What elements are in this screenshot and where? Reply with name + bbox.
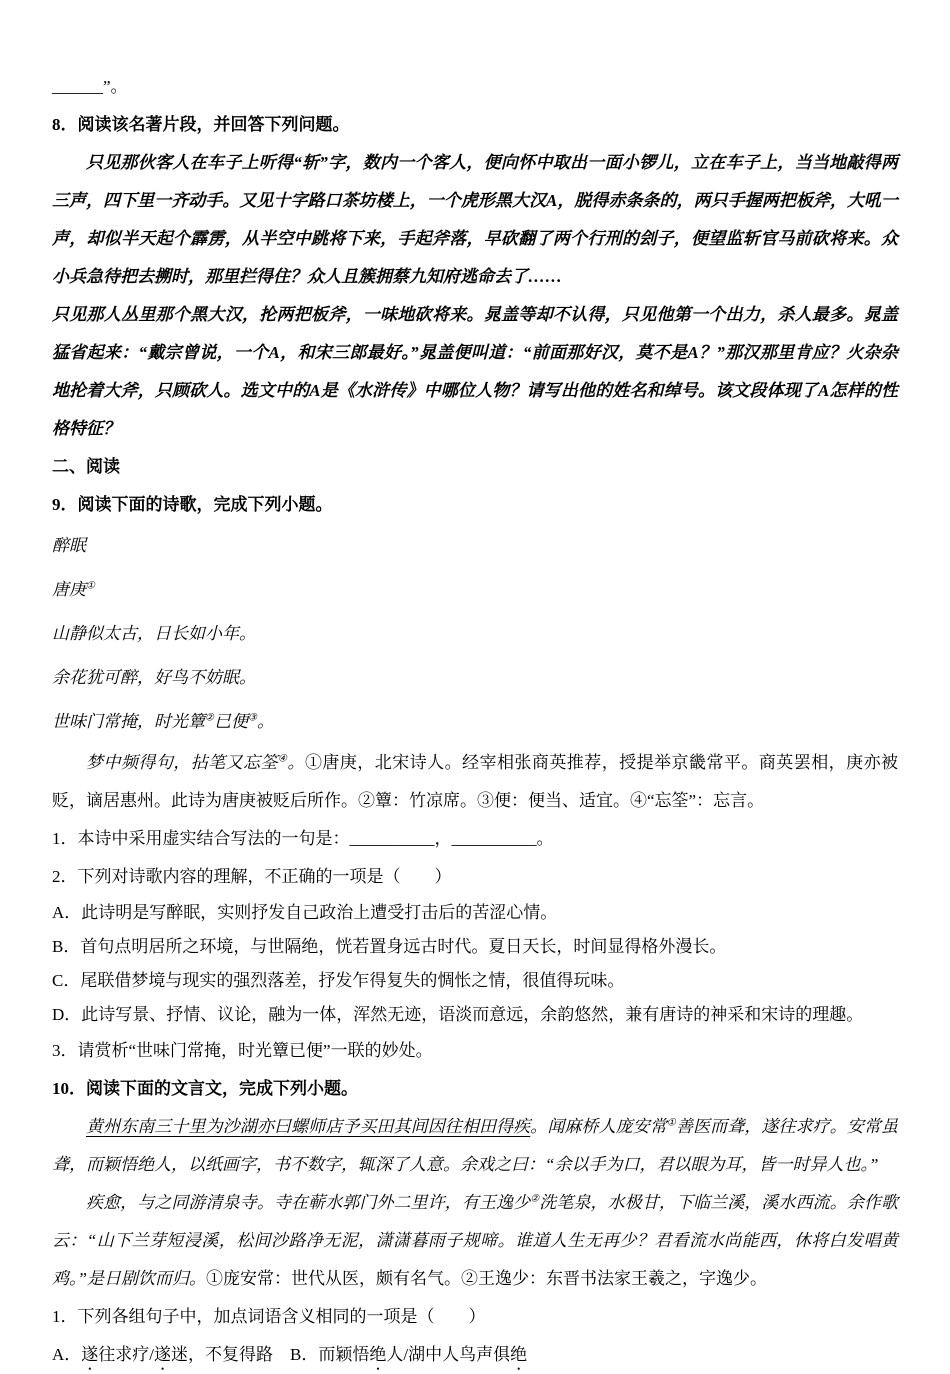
question-9-sub-2: 2．下列对诗歌内容的理解，不正确的一项是（ ） (52, 867, 452, 886)
question-9-heading: 9．阅读下面的诗歌，完成下列小题。 (52, 495, 333, 514)
poem-title: 醉眠 (52, 536, 86, 555)
poem-author-line (52, 568, 898, 612)
poem-line-1: 山静似太古，日长如小年。 (52, 624, 256, 643)
dotted-word-sui-2: 遂 (154, 1345, 172, 1364)
novel-excerpt-paragraph-2: 只见那人丛里那个黑大汉，抡两把板斧，一味地砍将来。晁盖等却不认得，只见他第一个出力，杀人最多。晁盖猛省起来：“戴宗曾说，一个A，和宋三郎最好。”晁盖便叫道：“前面那好汉，莫不是A？”那汉那里肯应？火杂杂地抡着大斧，只顾砍人。选文中的A是《水浒传》中哪位人物？请写出他的姓名和绰号。该文段体现了A怎样的性格特征？ (52, 305, 898, 438)
poem-footnotes: ①唐庚，北宋诗人。经宰相张商英推荐，授提举京畿常平。商英罢相，庚亦被贬，谪居惠州。此诗为唐庚被贬后所作。②簟：竹凉席。③便：便当、适宜。④“忘筌”：忘言。 (52, 753, 899, 810)
poem-line-3-text-a: 世味门常掩，时光簟 (52, 712, 205, 731)
question-9-sub-1: 1．本诗中采用虚实结合写法的一句是：__________，__________。 (52, 829, 554, 848)
passage-note-marker-2: ② (530, 1193, 540, 1205)
option-b-text-1: 人/湖中人鸟声俱 (386, 1345, 511, 1364)
previous-question-tail-text: ______”。 (52, 77, 128, 96)
question-9-2-option-A: A．此诗明是写醉眠，实则抒发自己政治上遭受打击后的苦涩心情。 (52, 903, 558, 922)
poem-author-name: 唐庚 (52, 580, 86, 599)
option-a-text-2: 迷，不复得路 B．而颖悟 (171, 1345, 370, 1364)
classical-passage-paragraph-2 (52, 1184, 898, 1298)
passage-note-marker-1: ① (666, 1117, 676, 1129)
classical-passage-footnotes: ①庞安常：世代从医，颇有名气。②王逸少：东晋书法家王羲之，字逸少。 (205, 1269, 767, 1288)
poem-line-3 (52, 700, 898, 744)
poem-line-3-text-c: 。 (256, 712, 274, 731)
classical-passage-p2-text-b: 洗笔泉，水极甘，下临兰溪，溪水西流。余作歌云：“山下兰芽短浸溪，松间沙路净无泥，潇潇暮雨子规啼。谁道人生无再少？君看流水尚能西，休将白发唱黄鸡。”是日剧饮而归。 (52, 1193, 899, 1288)
poem-line-4-text-a: 梦中频得句，拈笔又忘筌 (86, 753, 279, 772)
dotted-word-sui-1: 遂 (81, 1345, 99, 1364)
classical-passage-p2-text-a: 疾愈，与之同游清泉寺。寺在蕲水郭门外二里许，有王逸少 (86, 1193, 531, 1212)
poem-line-4-text-b: 。 (287, 753, 305, 772)
classical-passage-paragraph-1 (52, 1108, 898, 1184)
question-10-1-options (52, 1336, 898, 1374)
note-marker-3: ③ (247, 712, 257, 724)
poem-line-2: 余花犹可醉，好鸟不妨眠。 (52, 668, 256, 687)
question-9-2-option-D: D．此诗写景、抒情、议论，融为一体，浑然无迹，语淡而意远，余韵悠然，兼有唐诗的神采和宋诗的理趣。 (52, 1005, 864, 1024)
poem-line-4-and-notes (52, 744, 898, 820)
punctuation-exercise-underlined-sentence: 黄州东南三十里为沙湖亦曰螺师店予买田其间因往相田得疾 (86, 1117, 531, 1136)
question-8-heading: 8．阅读该名著片段，并回答下列问题。 (52, 115, 350, 134)
note-marker-4: ④ (278, 753, 288, 765)
option-a-label: A． (52, 1345, 82, 1364)
novel-excerpt-paragraph-1: 只见那伙客人在车子上听得“斩”字，数内一个客人，便向怀中取出一面小锣儿，立在车子上，当当地敲得两三声，四下里一齐动手。又见十字路口茶坊楼上，一个虎形黑大汉A，脱得赤条条的，两只手握两把板斧，大吼一声，却似半天起个霹雳，从半空中跳将下来，手起斧落，早砍翻了两个行刑的刽子，便望监斩官马前砍将来。众小兵急待把去搠时，那里拦得住？众人且簇拥蔡九知府逃命去了…… (52, 153, 898, 286)
author-note-marker: ① (86, 580, 95, 592)
note-marker-2: ② (205, 712, 214, 724)
option-a-text-1: 往求疗/ (98, 1345, 155, 1364)
section-two-heading: 二、阅读 (52, 457, 120, 476)
dotted-word-jue-2: 绝 (510, 1345, 528, 1364)
question-9-2-option-C: C．尾联借梦境与现实的强烈落差，抒发乍得复失的惆怅之情，很值得玩味。 (52, 971, 625, 990)
question-10-heading: 10．阅读下面的文言文，完成下列小题。 (52, 1079, 358, 1098)
classical-passage-p1-text-c: 善医而聋，遂往求疗。安常虽聋，而颖悟绝人，以纸画字，书不数字，辄深了人意。余戏之曰：“余以手为口，君以眼为耳，皆一时异人也。” (52, 1117, 899, 1174)
question-9-2-option-B: B．首句点明居所之环境，与世隔绝，恍若置身远古时代。夏日天长，时间显得格外漫长。 (52, 937, 727, 956)
dotted-word-jue-1: 绝 (369, 1345, 387, 1364)
classical-passage-p1-text-b: 。闻麻桥人庞安常 (530, 1117, 667, 1136)
question-9-sub-3: 3．请赏析“世味门常掩，时光簟已便”一联的妙处。 (52, 1041, 433, 1060)
poem-line-3-text-b: 已便 (213, 712, 248, 731)
question-10-sub-1: 1．下列各组句子中，加点词语含义相同的一项是（ ） (52, 1307, 486, 1326)
